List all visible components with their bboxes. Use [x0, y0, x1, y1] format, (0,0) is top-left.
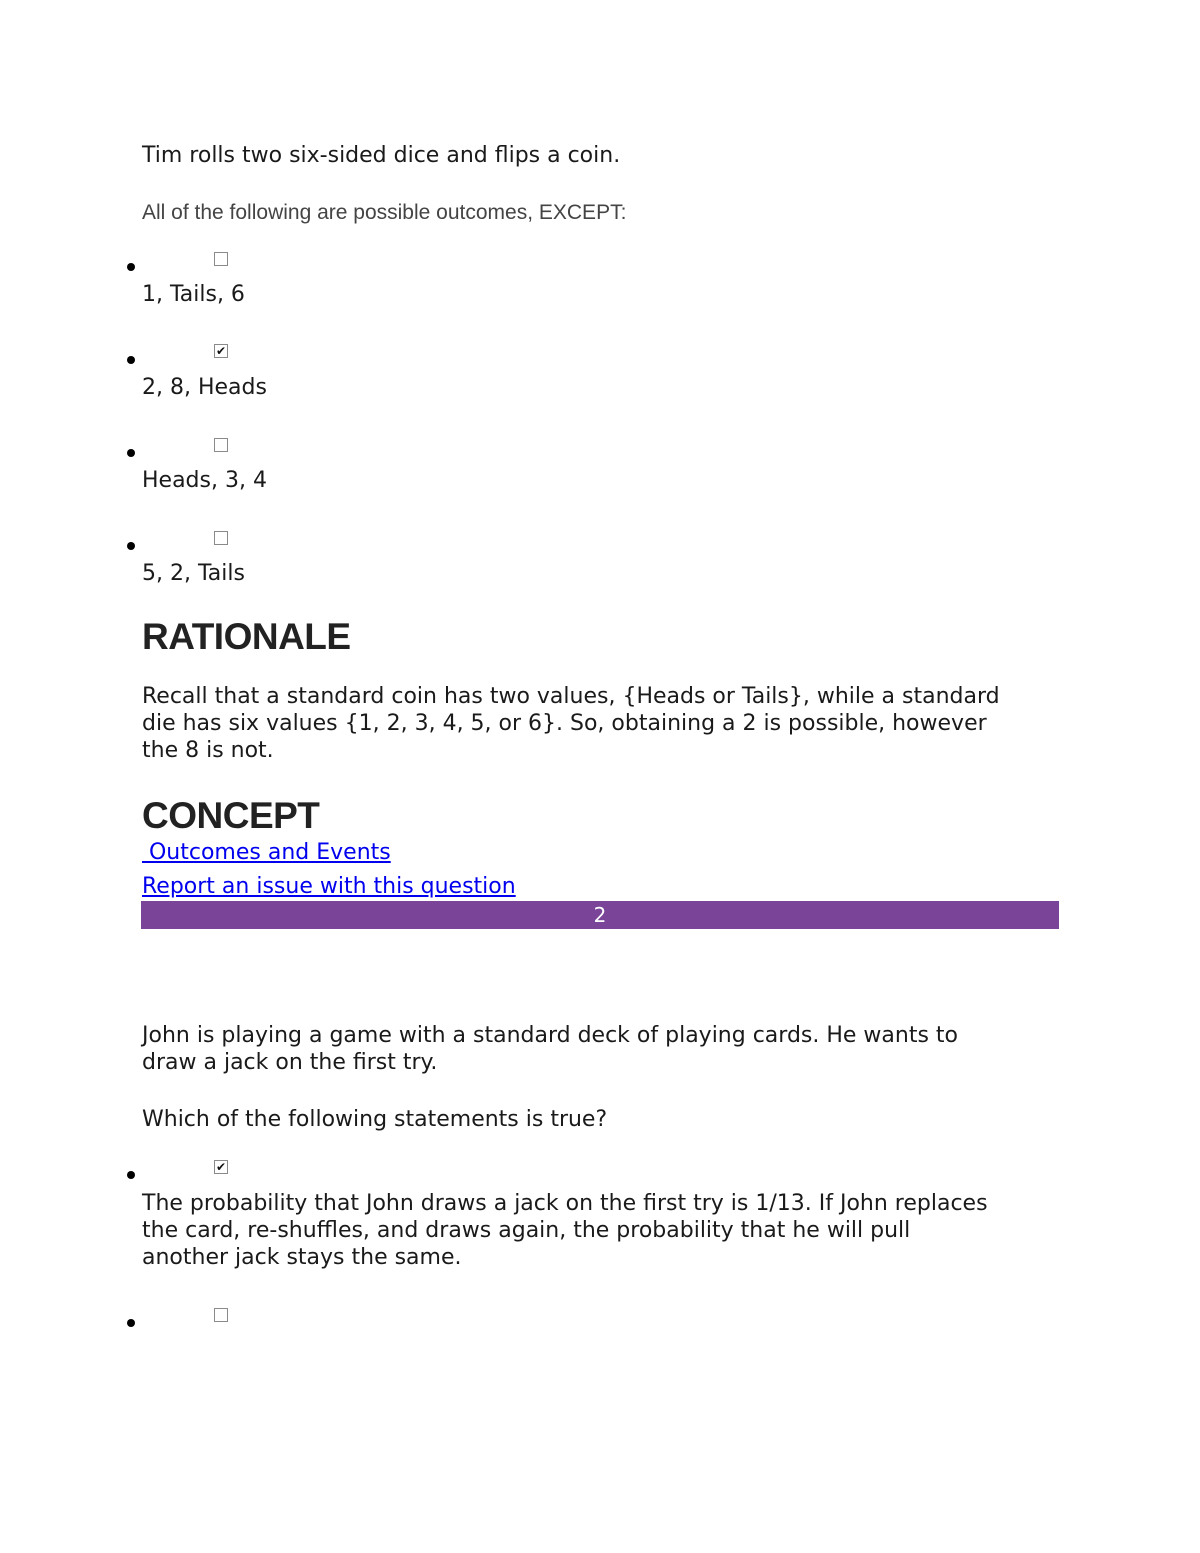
- answer-option-label: 2, 8, Heads: [142, 375, 267, 400]
- answer-option-label: 5, 2, Tails: [142, 561, 245, 586]
- question-2-prompt-line: draw a jack on the first try.: [142, 1050, 438, 1075]
- option-bullet: [127, 263, 135, 271]
- answer-checkbox-1-1[interactable]: [214, 252, 228, 266]
- option-bullet: [127, 1319, 135, 1327]
- answer-option-label: 1, Tails, 6: [142, 282, 245, 307]
- concept-heading: CONCEPT: [142, 795, 320, 836]
- answer-checkbox-1-4[interactable]: [214, 531, 228, 545]
- option-bullet: [127, 1171, 135, 1179]
- answer-checkbox-1-2[interactable]: [214, 344, 228, 358]
- option-bullet: [127, 449, 135, 457]
- question-1-subprompt: All of the following are possible outcomes, EXCEPT:: [142, 201, 627, 224]
- question-2-prompt: [142, 1022, 958, 1076]
- answer-option-label: [142, 1190, 988, 1271]
- question-1-prompt: Tim rolls two six-sided dice and flips a coin.: [142, 143, 621, 168]
- option-bullet: [127, 356, 135, 364]
- report-issue-link[interactable]: Report an issue with this question: [142, 874, 516, 899]
- answer-checkbox-2-2[interactable]: [214, 1308, 228, 1322]
- answer-option-label: Heads, 3, 4: [142, 468, 267, 493]
- answer-option-line: the card, re-shuffles, and draws again, the probability that he will pull: [142, 1218, 911, 1243]
- option-bullet: [127, 542, 135, 550]
- answer-checkbox-1-3[interactable]: [214, 438, 228, 452]
- rationale-heading: RATIONALE: [142, 616, 351, 657]
- concept-link[interactable]: Outcomes and Events: [142, 840, 391, 865]
- question-2-prompt-line: John is playing a game with a standard deck of playing cards. He wants to: [142, 1023, 959, 1048]
- answer-checkbox-2-1[interactable]: [214, 1160, 228, 1174]
- rationale-line: the 8 is not.: [142, 738, 274, 763]
- answer-option-line: another jack stays the same.: [142, 1245, 462, 1270]
- checkmark-icon: ✔: [215, 344, 227, 358]
- rationale-text: [142, 683, 1000, 764]
- checkmark-icon: ✔: [215, 1160, 227, 1174]
- question-2-subprompt: Which of the following statements is true?: [142, 1107, 608, 1132]
- rationale-line: Recall that a standard coin has two values, {Heads or Tails}, while a standard: [142, 684, 1000, 709]
- question-number: 2: [593, 903, 607, 927]
- question-number-bar: [141, 901, 1059, 929]
- rationale-line: die has six values {1, 2, 3, 4, 5, or 6}. So, obtaining a 2 is possible, however: [142, 711, 987, 736]
- answer-option-line: The probability that John draws a jack on the first try is 1/13. If John replaces: [142, 1191, 988, 1216]
